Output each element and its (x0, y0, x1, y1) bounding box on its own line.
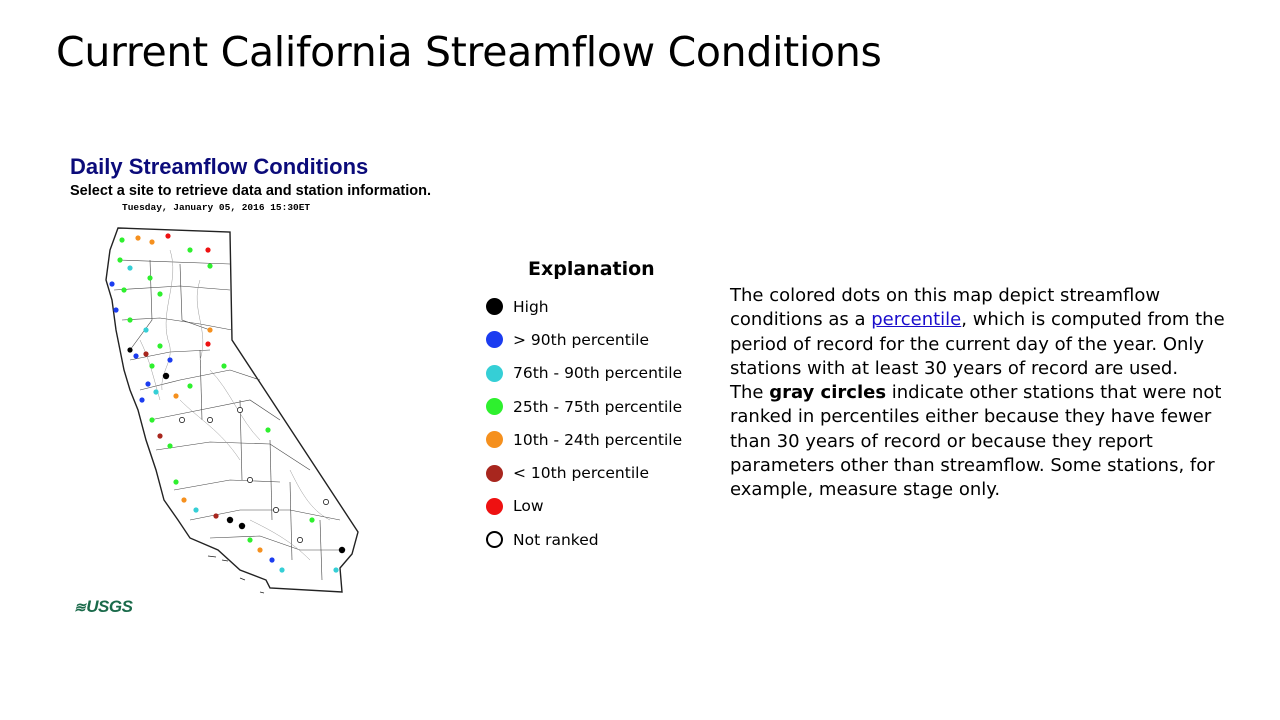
legend-dot-icon (486, 465, 503, 482)
gray-circles-bold: gray circles (769, 382, 887, 404)
map-heading: Daily Streamflow Conditions (70, 154, 369, 179)
explanation-text-2b: indicate other stations that were not ranked in percentiles either because they have fewer than 30 years of record or because they report parameters other than streamflow. Some stations, for example, measure stage only. (730, 382, 1222, 501)
explanation-text (730, 284, 1250, 503)
explanation-paragraph-1 (730, 284, 1250, 381)
legend-dot-icon (486, 365, 503, 382)
percentile-link[interactable]: percentile (871, 309, 962, 331)
explanation-text-1b: , which is computed from the period of record for the current day of the year. Only stations with at least 30 years of record are used. (730, 309, 1225, 379)
legend-label: 25th - 75th percentile (513, 397, 683, 416)
explanation-text-2a: The (730, 382, 770, 404)
map-subheading: Select a site to retrieve data and station information. (70, 183, 431, 199)
map-timestamp: Tuesday, January 05, 2016 15:30ET (122, 202, 311, 213)
legend-label: 76th - 90th percentile (513, 364, 683, 383)
legend-item (486, 456, 716, 489)
legend-item (486, 390, 716, 423)
explanation-paragraph-2 (730, 381, 1250, 502)
legend-dot-icon (486, 331, 503, 348)
slide-title: Current California Streamflow Conditions (56, 28, 882, 76)
legend-label: 10th - 24th percentile (513, 430, 683, 449)
legend-label: > 90th percentile (513, 330, 649, 349)
explanation-text-1a: The colored dots on this map depict streamflow conditions as a (730, 285, 1161, 331)
legend-label: < 10th percentile (513, 464, 649, 483)
legend (486, 258, 716, 556)
legend-item (486, 357, 716, 390)
legend-item (486, 323, 716, 356)
legend-dot-icon (486, 398, 503, 415)
california-streamflow-map[interactable] (90, 220, 370, 600)
legend-dot-icon (486, 431, 503, 448)
legend-dot-icon (486, 298, 503, 315)
legend-dot-icon (486, 498, 503, 515)
legend-list (486, 290, 716, 556)
usgs-wave-icon: ≋ (74, 599, 86, 615)
legend-item (486, 523, 716, 556)
legend-label: High (513, 297, 549, 316)
california-map-svg[interactable] (90, 220, 370, 600)
legend-dot-icon (486, 531, 503, 548)
legend-label: Not ranked (513, 530, 599, 549)
usgs-logo[interactable] (74, 597, 132, 617)
usgs-logo-text: USGS (86, 597, 133, 616)
legend-label: Low (513, 497, 544, 516)
legend-item (486, 423, 716, 456)
legend-item (486, 490, 716, 523)
legend-item (486, 290, 716, 323)
legend-title: Explanation (528, 258, 655, 280)
